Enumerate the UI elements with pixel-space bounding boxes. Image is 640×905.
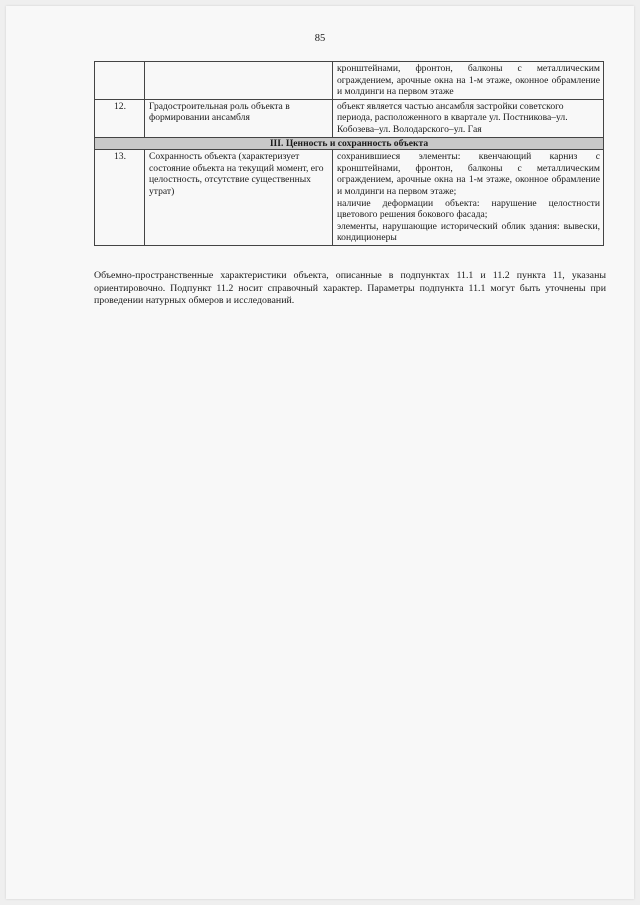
row-description bbox=[333, 150, 604, 246]
table-row-12 bbox=[95, 99, 604, 137]
table-row-13 bbox=[95, 150, 604, 246]
row-number: 13. bbox=[95, 150, 145, 246]
object-characteristics-table bbox=[94, 61, 604, 246]
document-page bbox=[6, 6, 634, 899]
cell-name-empty bbox=[145, 62, 333, 100]
footnote-paragraph: Объемно-пространственные характеристики объекта, описанные в подпунктах 11.1 и 11.2 пункта 11, указаны ориентировочно. Подпункт 11.2 носит справочный характер. Параметры подпункта 11.1 могут быть уточнены при проведении натурных обмеров и исследований. bbox=[94, 270, 606, 307]
cell-number-empty bbox=[95, 62, 145, 100]
violating-elements-text: элементы, нарушающие исторический облик здания: вывески, кондиционеры bbox=[337, 220, 600, 244]
cell-description bbox=[333, 62, 604, 100]
section-title: III. Ценность и сохранность объекта bbox=[95, 137, 604, 150]
row-description: объект является частью ансамбля застройки советского периода, расположенного в квартале ул. Постникова–ул. Кобозева–ул. Володарского–ул. Гая bbox=[333, 99, 604, 137]
preserved-elements-text: сохранившиеся элементы: квенчающий карниз с кронштейнами, фронтон, балконы с металлическим ограждением, арочные окна на 1-м этаже, оконное обрамление и молдинги на первом этаже; bbox=[337, 151, 600, 197]
description-text: кронштейнами, фронтон, балконы с металлическим ограждением, арочные окна на 1-м этаже, оконное обрамление и молдинги на первом этаже bbox=[337, 63, 600, 98]
row-name: Сохранность объекта (характеризует состояние объекта на текущий момент, его целостность, отсутствие существенных утрат) bbox=[145, 150, 333, 246]
page-number: 85 bbox=[314, 33, 326, 44]
deformation-text: наличие деформации объекта: нарушение целостности цветового решения бокового фасада; bbox=[337, 197, 600, 221]
row-number: 12. bbox=[95, 99, 145, 137]
section-header-row bbox=[95, 137, 604, 150]
row-name: Градостроительная роль объекта в формировании ансамбля bbox=[145, 99, 333, 137]
table-row-continued bbox=[95, 62, 604, 100]
